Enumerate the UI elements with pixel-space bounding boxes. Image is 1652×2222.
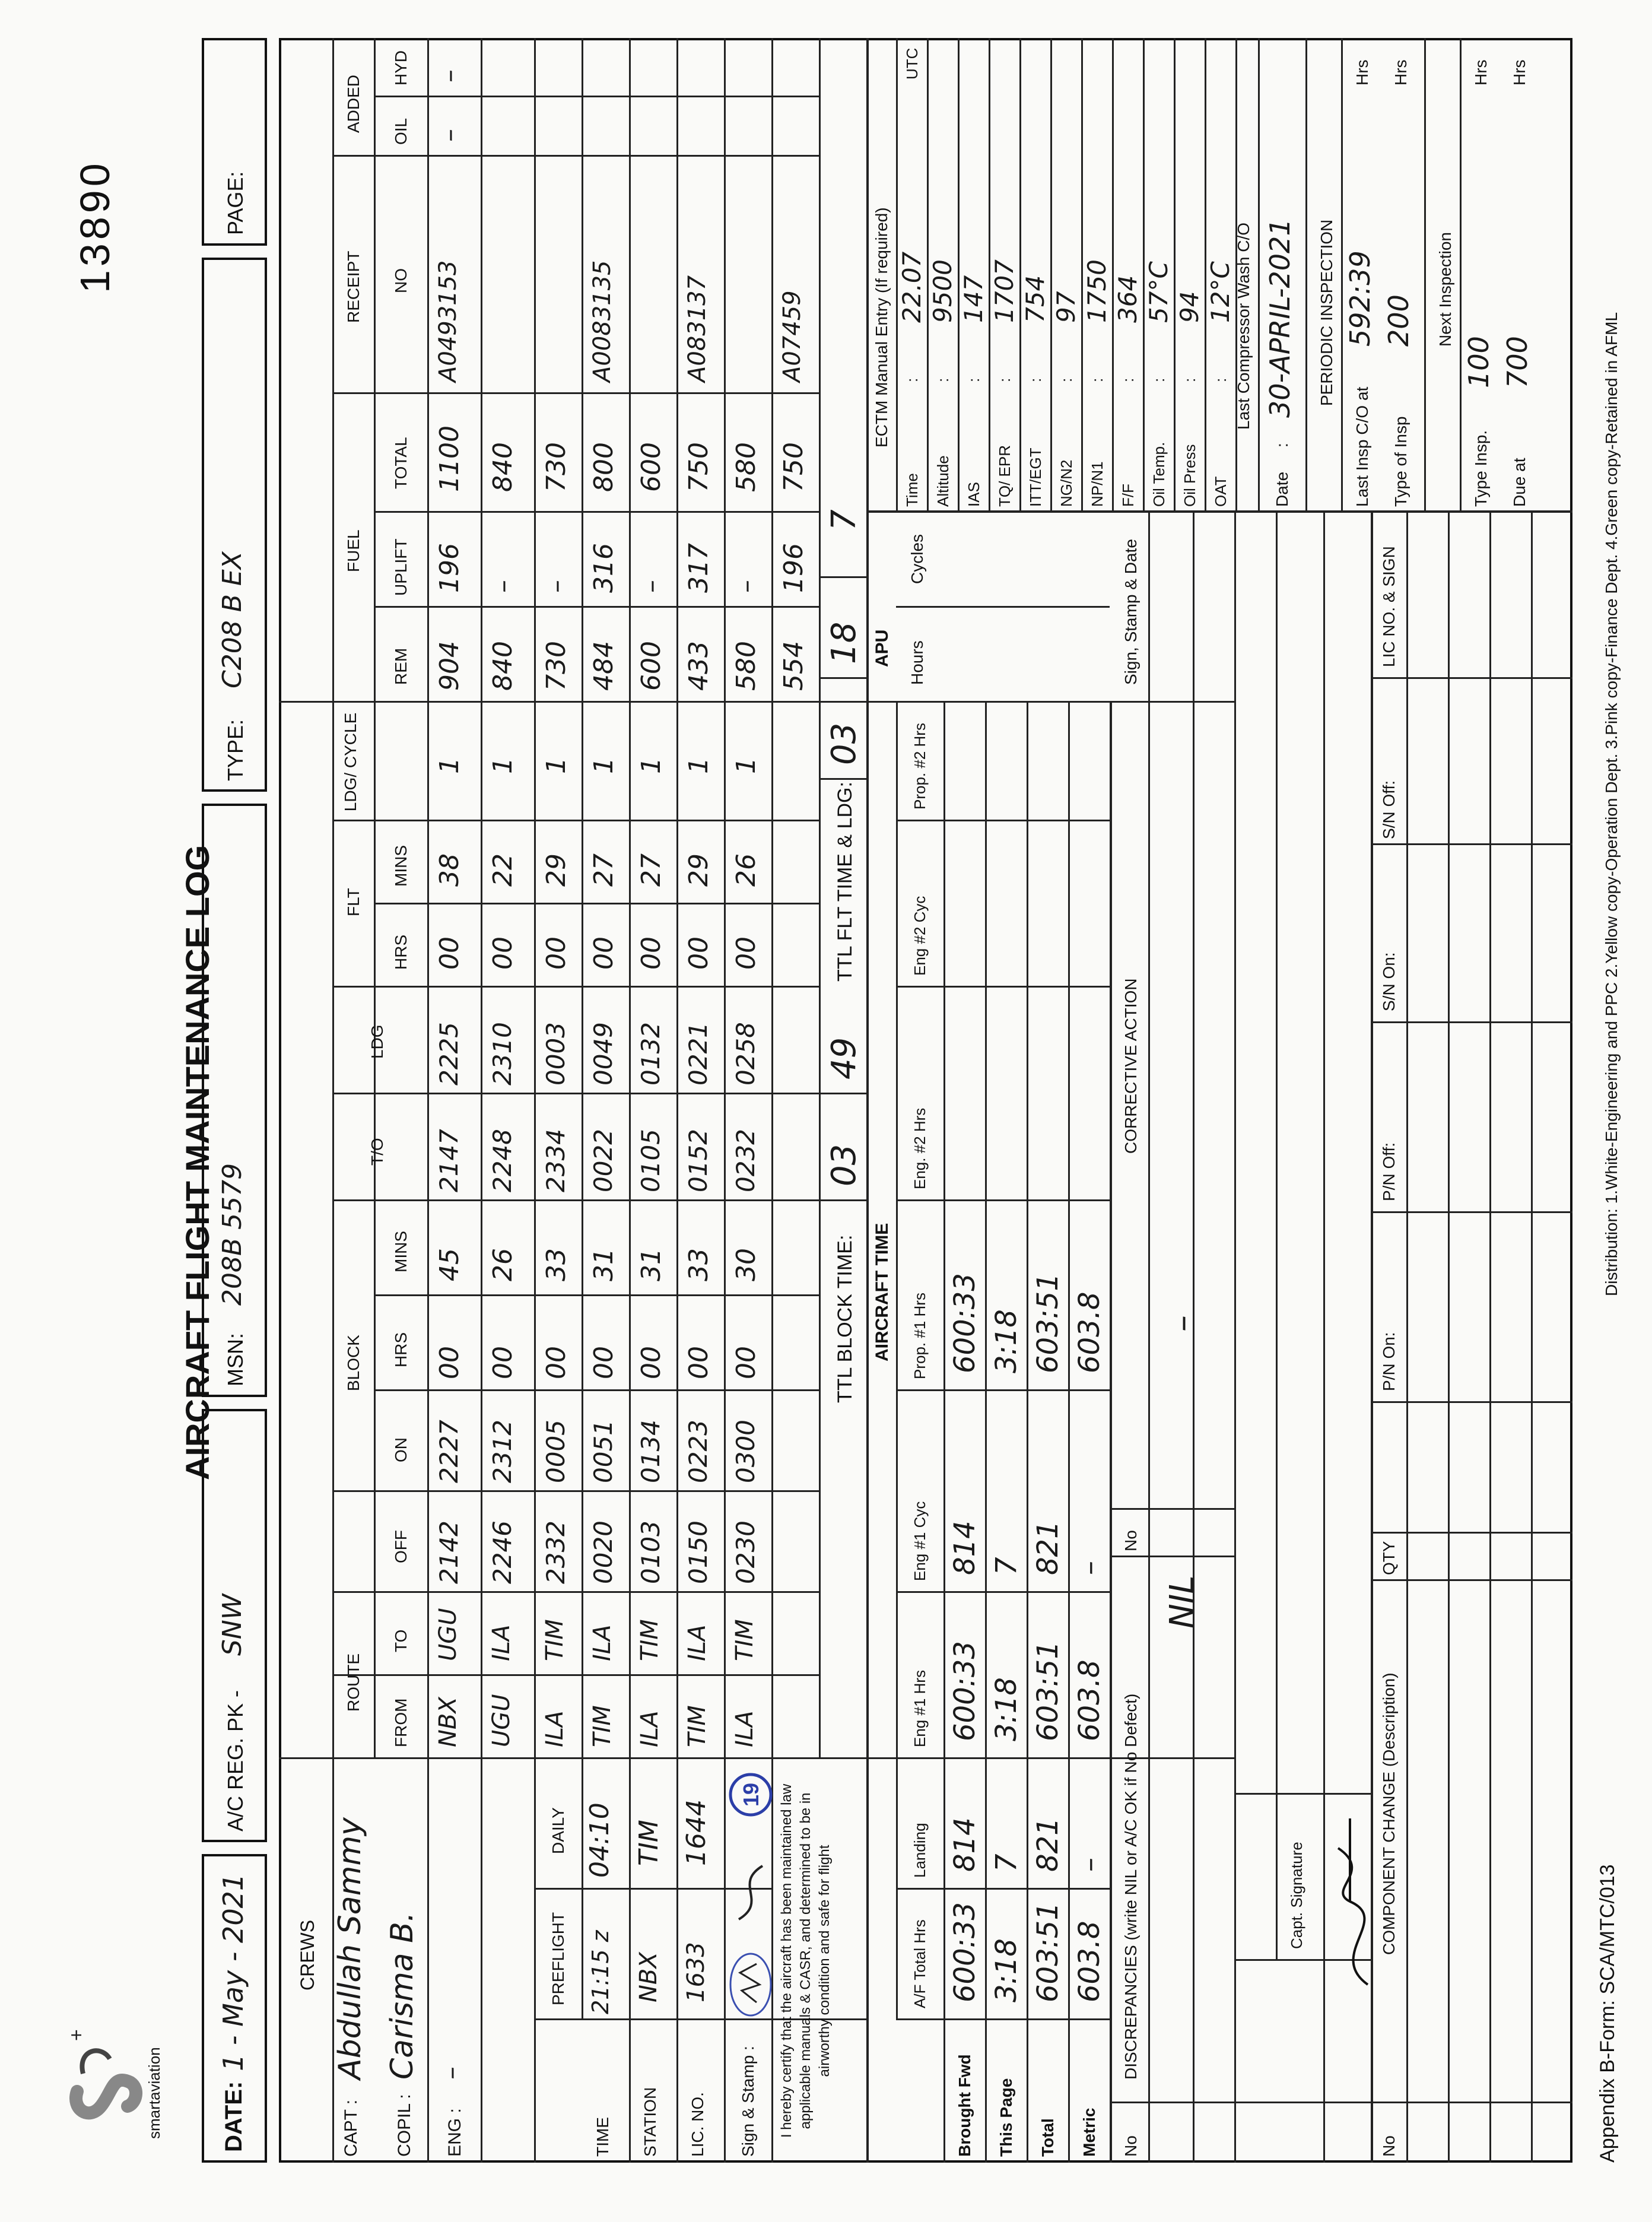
aircraft-time-value: 821 — [1031, 1817, 1065, 1872]
leg-to: TIM — [636, 1619, 663, 1661]
crews-heading: CREWS — [297, 1919, 318, 1991]
captain-name: Abdullah Sammy — [332, 1817, 368, 2080]
leg-rem: 730 — [541, 641, 571, 691]
leg-flt_hrs: 00 — [589, 937, 619, 970]
leg-total: 600 — [636, 442, 666, 492]
leg-total: 800 — [589, 442, 619, 492]
leg-hrs: 00 — [636, 1346, 666, 1379]
leg-rem: 554 — [779, 641, 809, 691]
leg-off: 2332 — [541, 1521, 570, 1584]
leg-from: ILA — [541, 1710, 568, 1747]
ectm-label: NP/N1 — [1088, 461, 1106, 507]
leg-receipt: A083137 — [684, 275, 711, 382]
ectm-value: 364 — [1113, 275, 1142, 323]
page-box: PAGE: — [202, 38, 267, 246]
leg-hyd: – — [434, 69, 465, 82]
leg-from: ILA — [731, 1710, 758, 1747]
leg-hrs: 00 — [434, 1346, 465, 1379]
ectm-colon: : — [1119, 377, 1137, 382]
aircraft-time-value: 603:51 — [1031, 1902, 1065, 2002]
leg-mins: 30 — [731, 1248, 761, 1281]
aircraft-time-value: 600:33 — [948, 1273, 981, 1373]
distribution-note: Distribution: 1.White-Engineering and PPC 2.Yellow copy-Operation Dept. 3.Pink copy-Finance Dept. 4.Green copy-Retained in AFML — [1602, 312, 1621, 1296]
date-value: 1 - May - 2021 — [217, 1873, 249, 2071]
msn-box: MSN: 208B 5579 — [202, 804, 267, 1397]
leg-hrs: 00 — [488, 1346, 518, 1379]
leg-to_t: 0022 — [589, 1129, 618, 1192]
leg-rem: 433 — [684, 641, 714, 691]
leg-ldg: 0221 — [684, 1022, 713, 1085]
aircraft-time-value: 821 — [1031, 1521, 1065, 1575]
leg-ldg: 0003 — [541, 1022, 570, 1085]
ectm-value: 94 — [1175, 291, 1204, 323]
leg-hrs: 00 — [684, 1346, 714, 1379]
ectm-value: 1750 — [1082, 259, 1111, 323]
leg-uplift: – — [636, 580, 666, 593]
ectm-colon: : — [1027, 377, 1044, 382]
leg-uplift: 196 — [779, 543, 809, 593]
leg-from: TIM — [684, 1705, 711, 1747]
leg-to_t: 0152 — [684, 1129, 713, 1192]
leg-off: 0230 — [731, 1521, 760, 1584]
aircraft-time-col-header: Eng #1 Hrs — [911, 1669, 929, 1747]
leg-rem: 904 — [434, 641, 465, 691]
aircraft-time-value: – — [1073, 1858, 1106, 1872]
leg-receipt: A0493153 — [434, 260, 462, 382]
type-insp-value: 200 — [1383, 294, 1415, 347]
ectm-colon: : — [934, 377, 952, 382]
leg-total: 840 — [488, 442, 518, 492]
ectm-label: OAT — [1212, 476, 1230, 507]
leg-total: 730 — [541, 442, 571, 492]
leg-to: ILA — [589, 1624, 616, 1661]
leg-on: 2227 — [434, 1420, 463, 1483]
stamp-number: 19 — [739, 1782, 763, 1807]
ectm-label: TQ/ EPR — [996, 445, 1014, 507]
leg-to_t: 2334 — [541, 1129, 570, 1192]
airworthy-certification: I hereby certify that the aircraft has been maintained law applicable manuals & CASR, and determined to be in airworthy condition and safe for flight — [779, 1783, 833, 2138]
leg-flt_hrs: 00 — [731, 937, 761, 970]
leg-from: TIM — [589, 1705, 616, 1747]
leg-uplift: – — [541, 580, 571, 593]
acreg-box: A/C REG. PK - SNW — [202, 1409, 267, 1842]
aircraft-time-col-header: Eng #1 Cyc — [911, 1501, 929, 1581]
leg-uplift: 196 — [434, 543, 465, 593]
leg-on: 0223 — [684, 1420, 713, 1483]
ectm-colon: : — [903, 377, 921, 382]
leg-flt_mins: 29 — [684, 853, 714, 887]
ectm-value: 57°C — [1144, 261, 1173, 323]
aircraft-time-value: 603:51 — [1031, 1641, 1065, 1741]
ectm-label: Altitude — [934, 455, 952, 507]
leg-cycle: 1 — [636, 757, 666, 774]
aircraft-time-value: 603.8 — [1073, 1921, 1106, 2002]
leg-ldg: 2310 — [488, 1022, 517, 1085]
ectm-colon: : — [965, 377, 983, 382]
aircraft-time-value: 3:18 — [990, 1938, 1023, 2002]
compressor-wash-date: 30-APRIL-2021 — [1264, 218, 1296, 418]
leg-on: 0300 — [731, 1420, 760, 1483]
corrective-value: – — [1163, 1315, 1202, 1332]
engineer-name: – — [436, 2067, 466, 2080]
leg-cycle: 1 — [731, 757, 761, 774]
leg-flt_mins: 27 — [636, 853, 666, 887]
leg-cycle: 1 — [684, 757, 714, 774]
aircraft-time-col-header: Prop. #2 Hrs — [911, 723, 929, 810]
leg-uplift: 317 — [684, 543, 714, 593]
msn-value: 208B 5579 — [217, 1163, 247, 1306]
leg-rem: 580 — [731, 641, 761, 691]
aircraft-time-row-label: Total — [1038, 2118, 1057, 2157]
leg-cycle: 1 — [434, 757, 465, 774]
leg-on: 0005 — [541, 1420, 570, 1483]
svg-text:+: + — [65, 2029, 88, 2041]
aircraft-time-value: 7 — [990, 1557, 1023, 1575]
leg-mins: 33 — [684, 1248, 714, 1281]
ttl-flt-hrs: 03 — [825, 722, 863, 765]
leg-ldg: 0132 — [636, 1022, 665, 1085]
aircraft-time-heading: AIRCRAFT TIME — [872, 1223, 892, 1361]
leg-hrs: 00 — [731, 1346, 761, 1379]
leg-mins: 31 — [589, 1248, 619, 1281]
form-number: Appendix B-Form: SCA/MTC/013 — [1596, 1864, 1619, 2163]
leg-uplift: – — [488, 580, 518, 593]
aircraft-time-row-label: Brought Fwd — [955, 2054, 974, 2157]
aircraft-time-value: – — [1073, 1561, 1106, 1575]
leg-off: 2142 — [434, 1521, 463, 1584]
aircraft-time-value: 603.8 — [1073, 1291, 1106, 1373]
leg-flt_mins: 29 — [541, 853, 571, 887]
leg-cycle: 1 — [541, 757, 571, 774]
leg-hrs: 00 — [541, 1346, 571, 1379]
ectm-colon: : — [1212, 377, 1230, 382]
leg-total: 750 — [779, 442, 809, 492]
page-number: 13890 — [72, 160, 118, 293]
leg-total: 750 — [684, 442, 714, 492]
leg-mins: 31 — [636, 1248, 666, 1281]
ectm-value: 97 — [1051, 291, 1081, 323]
aircraft-time-value: 3:18 — [990, 1677, 1023, 1741]
logo-text: smartaviation — [145, 2047, 163, 2139]
leg-to: TIM — [731, 1619, 758, 1661]
next-type-insp: 100 — [1463, 336, 1495, 388]
ectm-value: 1707 — [990, 259, 1019, 323]
date-box: DATE: 1 - May - 2021 — [202, 1854, 267, 2163]
leg-hrs: 00 — [589, 1346, 619, 1379]
leg-mins: 26 — [488, 1248, 518, 1281]
aircraft-time-col-header: Landing — [911, 1823, 929, 1878]
ectm-unit: UTC — [903, 47, 921, 80]
discrepancy-nil: NIL — [1163, 1575, 1202, 1629]
logo-mark-icon — [65, 2014, 148, 2163]
leg-on: 0134 — [636, 1420, 665, 1483]
leg-receipt: A07459 — [779, 290, 806, 382]
aircraft-time-col-header: Eng. #2 Hrs — [911, 1107, 929, 1189]
aircraft-time-value: 600:33 — [948, 1641, 981, 1741]
leg-from: UGU — [488, 1694, 515, 1747]
leg-off: 0103 — [636, 1521, 665, 1584]
ectm-colon: : — [996, 377, 1014, 382]
leg-to_t: 2147 — [434, 1129, 463, 1192]
ectm-colon: : — [1057, 377, 1075, 382]
leg-ldg: 2225 — [434, 1022, 463, 1085]
ectm-label: F/F — [1119, 484, 1137, 507]
leg-flt_hrs: 00 — [488, 937, 518, 970]
leg-cycle: 1 — [589, 757, 619, 774]
aircraft-time-value: 7 — [990, 1853, 1023, 1872]
ttl-block-mins: 49 — [825, 1037, 863, 1080]
ectm-value: 9500 — [928, 259, 957, 323]
leg-on: 0051 — [589, 1420, 618, 1483]
leg-rem: 484 — [589, 641, 619, 691]
aircraft-time-col-header: A/F Total Hrs — [911, 1919, 929, 2008]
ectm-label: ITT/EGT — [1027, 447, 1044, 507]
due-at-value: 700 — [1501, 336, 1533, 388]
ectm-colon: : — [1181, 377, 1199, 382]
leg-flt_hrs: 00 — [636, 937, 666, 970]
ectm-value: 147 — [959, 275, 988, 323]
ectm-colon: : — [1088, 377, 1106, 382]
leg-to: ILA — [684, 1624, 711, 1661]
leg-mins: 33 — [541, 1248, 571, 1281]
aircraft-time-value: 814 — [948, 1817, 981, 1872]
copilot-name: Carisma B. — [385, 1912, 420, 2080]
ttl-flt-mins: 18 — [825, 621, 863, 664]
leg-mins: 45 — [434, 1248, 465, 1281]
ectm-label: Time — [903, 473, 921, 507]
ectm-label: Oil Press — [1181, 444, 1199, 507]
page-title: AIRCRAFT FLIGHT MAINTENANCE LOG — [179, 845, 216, 1480]
leg-to: UGU — [434, 1608, 462, 1661]
aircraft-time-value: 814 — [948, 1521, 981, 1575]
leg-total: 580 — [731, 442, 761, 492]
aircraft-time-value: 3:18 — [990, 1309, 1023, 1373]
leg-flt_hrs: 00 — [684, 937, 714, 970]
leg-to_t: 0232 — [731, 1129, 760, 1192]
leg-off: 0020 — [589, 1521, 618, 1584]
leg-uplift: – — [731, 580, 761, 593]
leg-receipt: A0083135 — [589, 260, 616, 382]
leg-flt_mins: 26 — [731, 853, 761, 887]
engineer-stamp — [727, 1765, 777, 2020]
ectm-value: 22.07 — [897, 251, 926, 323]
leg-to: ILA — [488, 1624, 515, 1661]
type-box: TYPE: C208 B EX — [202, 258, 267, 792]
acreg-value: SNW — [217, 1594, 247, 1656]
aircraft-time-value: 600:33 — [948, 1902, 981, 2002]
leg-to_t: 2248 — [488, 1129, 517, 1192]
aircraft-time-col-header: Eng #2 Cyc — [911, 896, 929, 976]
aircraft-time-col-header: Prop. #1 Hrs — [911, 1293, 929, 1379]
ectm-label: NG/N2 — [1057, 459, 1075, 507]
last-insp-value: 592:39 — [1344, 250, 1376, 347]
leg-flt_mins: 22 — [488, 853, 518, 887]
leg-flt_mins: 38 — [434, 853, 465, 887]
aircraft-time-row-label: Metric — [1080, 2107, 1098, 2157]
leg-rem: 600 — [636, 641, 666, 691]
rotated-form: + smartaviation AIRCRAFT FLIGHT MAINTENANCE LOG 13890 DATE: 1 - May - 2021 A/C REG. PK - SNW MSN: 208B 5579 TYPE: C208 B EX PAGE: CREWS CAPT : Abdullah Sammy COPIL : Carisma B. ENG : – PREFLIGHT DAILY TIME 21:15 z 04:10 STATION NBX TIM LIC. NO. 1633 1644 Sign & Stamp : 19 I hereby certify that the aircraft has been maintained law applicable manuals & CASR, and determined to be in airworthy condition and safe for flight ROUTE FROM TO BLOCK OFF ON HRS MINS T/O LDG FLT HRS MINS LDG/ CYCLE FUEL REM UPLIFT TOTAL RECEIPT NO ADDED OIL HYD NBX UGU 2142 2227 00 45 2147 2225 00 38 1 904 196 1100 A0493153 – – UGU ILA 2246 2312 00 26 2248 2310 00 22 1 840 – 840 ILA TIM 2332 0005 00 33 2334 0003 00 29 1 730 – 730 TIM ILA 0020 0051 00 31 0022 0049 00 27 1 484 316 800 A0083135 ILA TIM 0103 0134 00 31 0105 0132 00 27 1 600 – 600 TIM ILA 0150 0223 00 33 0152 0221 00 29 1 433 317 750 A083137 ILA TIM 0230 0300 00 30 0232 0258 00 26 1 580 – 580 554 196 750 A07459 TTL BLOCK TIME: 03 49 TTL FLT TIME & LDG: 03 18 7 AIRCRAFT TIME A/F Total Hrs Landing Eng #1 Hrs Eng #1 Cyc Prop. #1 Hrs Eng. #2 Hrs Eng #2 Cyc Prop. #2 Hrs Brought Fwd 600:33 814 600:33 814 600:33 This Page 3:18 7 3:18 7 3:18 Total 603:51 821 603:51 821 603:51 Metric 603.8 – 603.8 – 603.8 APU Hours Cycles No DISCREPANCIES (write NIL or A/C OK if No Defect) No CORRECTIVE ACTION Sign, Stamp & Date NIL – Capt. Signature No COMPONENT CHANGE (Description) QTY P/N On: P/N Off: S/N On: S/N Off: LIC NO. & SIGN ECTM Manual Entry (If required) Time : 22.07 UTC Altitude : 9500 IAS : 147 TQ/ EPR : 1707 ITT/EGT : 754 NG/N2 : 97 NP/N1 : 1750 F/F : 364 Oil Temp. : 57°C Oil Press : 94 OAT : 12°C Last Compressor Wash C/O Date : 30-APRIL-2021 PERIODIC INSPECTION Last Insp C/O at 592:39 Hrs Type of Insp 200 Hrs Next Inspection Type Insp. 100 Hrs Due at 700 Hrs Appendix B-Form: SCA/MTC/013 Distribution: 1.White-Engineering and PPC 2.Yellow copy-Operation Dept. 3.Pink copy-Finance Dept. 4.Green copy-Retained in AFML — [0, 0, 1652, 2222]
ectm-label: Oil Temp. — [1150, 442, 1168, 507]
leg-to: TIM — [541, 1619, 568, 1661]
leg-uplift: 316 — [589, 543, 619, 593]
ectm-label: IAS — [965, 482, 983, 507]
leg-oil: – — [434, 129, 465, 142]
aircraft-time-value: 603.8 — [1073, 1659, 1106, 1741]
ttl-block-hrs: 03 — [825, 1144, 863, 1186]
ectm-colon: : — [1150, 377, 1168, 382]
leg-flt_mins: 27 — [589, 853, 619, 887]
aircraft-time-row-label: This Page — [997, 2078, 1015, 2157]
ttl-ldg: 7 — [825, 509, 863, 531]
leg-ldg: 0049 — [589, 1022, 618, 1085]
leg-total: 1100 — [434, 426, 465, 492]
leg-off: 0150 — [684, 1521, 713, 1584]
leg-from: ILA — [636, 1710, 663, 1747]
leg-on: 2312 — [488, 1420, 517, 1483]
aircraft-time-value: 603:51 — [1031, 1273, 1065, 1373]
leg-to_t: 0105 — [636, 1129, 665, 1192]
leg-cycle: 1 — [488, 757, 518, 774]
leg-flt_hrs: 00 — [541, 937, 571, 970]
ectm-value: 754 — [1021, 275, 1050, 323]
leg-rem: 840 — [488, 641, 518, 691]
logo — [65, 2014, 172, 2163]
leg-ldg: 0258 — [731, 1022, 760, 1085]
leg-off: 2246 — [488, 1521, 517, 1584]
leg-flt_hrs: 00 — [434, 937, 465, 970]
type-value: C208 B EX — [217, 551, 247, 688]
ectm-value: 12°C — [1206, 261, 1235, 323]
leg-from: NBX — [434, 1697, 462, 1747]
